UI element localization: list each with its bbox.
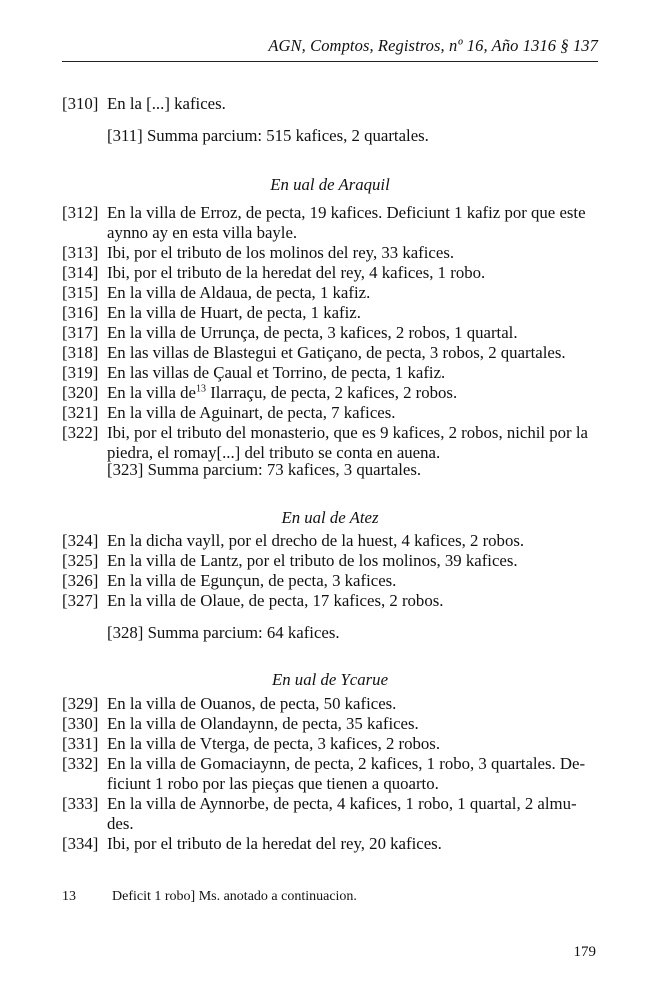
entry-text: Summa parcium: 73 kafices, 3 quartales. [147, 460, 422, 479]
entry-number: [323] [107, 460, 144, 479]
entry-text-line: En la villa de Aynnorbe, de pecta, 4 kafices, 1 robo, 1 quartal, 2 almu- [107, 794, 577, 813]
footnote-number: 13 [62, 889, 76, 904]
entry-number: [313] [62, 243, 99, 262]
page-number: 179 [573, 944, 596, 960]
entry-text: En la villa de Vterga, de pecta, 3 kafices, 2 robos. [107, 734, 441, 753]
entry-318 [62, 343, 600, 363]
entry-number: [325] [62, 551, 99, 570]
entry-324 [62, 531, 600, 551]
entry-number: [314] [62, 263, 99, 282]
entry-text: En la villa de Huart, de pecta, 1 kafiz. [107, 303, 361, 322]
running-head: AGN, Comptos, Registros, nº 16, Año 1316 § 137 [268, 36, 598, 55]
entry-331 [62, 734, 600, 754]
entry-333 [62, 794, 600, 834]
entry-number: [330] [62, 714, 99, 733]
entry-text: En la villa de Urrunça, de pecta, 3 kafices, 2 robos, 1 quartal. [107, 323, 518, 342]
entry-332 [62, 754, 600, 794]
entry-text: En la villa de [107, 383, 197, 402]
entry-329 [62, 694, 600, 714]
entry-text: En la villa de Egunçun, de pecta, 3 kafices. [107, 571, 397, 590]
entry-number: [327] [62, 591, 99, 610]
entry-322 [62, 423, 600, 463]
entry-text-line: Ibi, por el tributo del monasterio, que es 9 kafices, 2 robos, nichil por la [107, 423, 588, 442]
entry-text-line: En la villa de Erroz, de pecta, 19 kafices. Deficiunt 1 kafiz por que este [107, 203, 586, 222]
entry-317 [62, 323, 600, 343]
entry-text: Summa parcium: 515 kafices, 2 quartales. [146, 126, 429, 145]
entry-number: [326] [62, 571, 99, 590]
entry-330 [62, 714, 600, 734]
entry-text-line: aynno ay en esta villa bayle. [107, 223, 298, 242]
entry-text: En la [...] kafices. [107, 94, 226, 113]
entry-number: [324] [62, 531, 99, 550]
section-heading-araquil: En ual de Araquil [270, 175, 390, 194]
entry-321 [62, 403, 600, 423]
entry-316 [62, 303, 600, 323]
entry-328-summa [107, 623, 340, 643]
section-heading-atez: En ual de Atez [281, 508, 379, 527]
entry-number: [310] [62, 94, 99, 113]
entry-number: [329] [62, 694, 99, 713]
entry-310 [62, 94, 600, 114]
entry-text: En la villa de Aguinart, de pecta, 7 kafices. [107, 403, 396, 422]
entry-number: [334] [62, 834, 99, 853]
entry-number: [317] [62, 323, 99, 342]
entry-text: En la villa de Olaue, de pecta, 17 kafices, 2 robos. [107, 591, 444, 610]
entry-text: En la villa de Olandaynn, de pecta, 35 kafices. [107, 714, 419, 733]
footnote [62, 888, 357, 906]
entry-text: Ibi, por el tributo de los molinos del rey, 33 kafices. [107, 243, 455, 262]
entry-334 [62, 834, 600, 854]
footnote-reference: 13 [196, 383, 207, 395]
entry-325 [62, 551, 600, 571]
entry-number: [332] [62, 754, 99, 773]
entry-323-summa [107, 460, 421, 480]
entry-315 [62, 283, 600, 303]
entry-319 [62, 363, 600, 383]
entry-number: [331] [62, 734, 99, 753]
entry-312 [62, 203, 600, 243]
entry-text: Ibi, por el tributo de la heredat del rey, 4 kafices, 1 robo. [107, 263, 486, 282]
entry-text: En la villa de Ouanos, de pecta, 50 kafices. [107, 694, 397, 713]
entry-314 [62, 263, 600, 283]
entry-number: [316] [62, 303, 99, 322]
entry-text: En la villa de Lantz, por el tributo de los molinos, 39 kafices. [107, 551, 518, 570]
entry-number: [328] [107, 623, 144, 642]
entry-326 [62, 571, 600, 591]
entry-327 [62, 591, 600, 611]
entry-320 [62, 383, 600, 403]
entry-text: En la dicha vayll, por el drecho de la huest, 4 kafices, 2 robos. [107, 531, 525, 550]
footnote-text: Deficit 1 robo] Ms. anotado a continuacion. [112, 889, 357, 904]
entry-text-line: piedra, el romay[...] del tributo se conta en auena. [107, 443, 441, 462]
entry-text: En la villa de Aldaua, de pecta, 1 kafiz. [107, 283, 371, 302]
entry-text: Ilarraçu, de pecta, 2 kafices, 2 robos. [206, 383, 458, 402]
entry-number: [320] [62, 383, 99, 402]
entry-number: [333] [62, 794, 99, 813]
entry-number: [322] [62, 423, 99, 442]
section-heading-ycarue: En ual de Ycarue [271, 670, 389, 689]
entry-number: [318] [62, 343, 99, 362]
entry-number: [311] [107, 126, 143, 145]
entry-text-line: ficiunt 1 robo por las pieças que tienen a quoarto. [107, 774, 439, 793]
entry-text: Summa parcium: 64 kafices. [147, 623, 340, 642]
entry-text-line: En la villa de Gomaciaynn, de pecta, 2 kafices, 1 robo, 3 quartales. De- [107, 754, 586, 773]
entry-number: [319] [62, 363, 99, 382]
entry-number: [321] [62, 403, 99, 422]
entry-text: Ibi, por el tributo de la heredat del rey, 20 kafices. [107, 834, 442, 853]
entry-text: En las villas de Blastegui et Gatiçano, de pecta, 3 robos, 2 quartales. [107, 343, 566, 362]
entry-311-summa [107, 126, 429, 146]
entry-number: [312] [62, 203, 99, 222]
entry-number: [315] [62, 283, 99, 302]
entry-313 [62, 243, 600, 263]
entry-text: En las villas de Çaual et Torrino, de pecta, 1 kafiz. [107, 363, 446, 382]
entry-text-line: des. [107, 814, 134, 833]
